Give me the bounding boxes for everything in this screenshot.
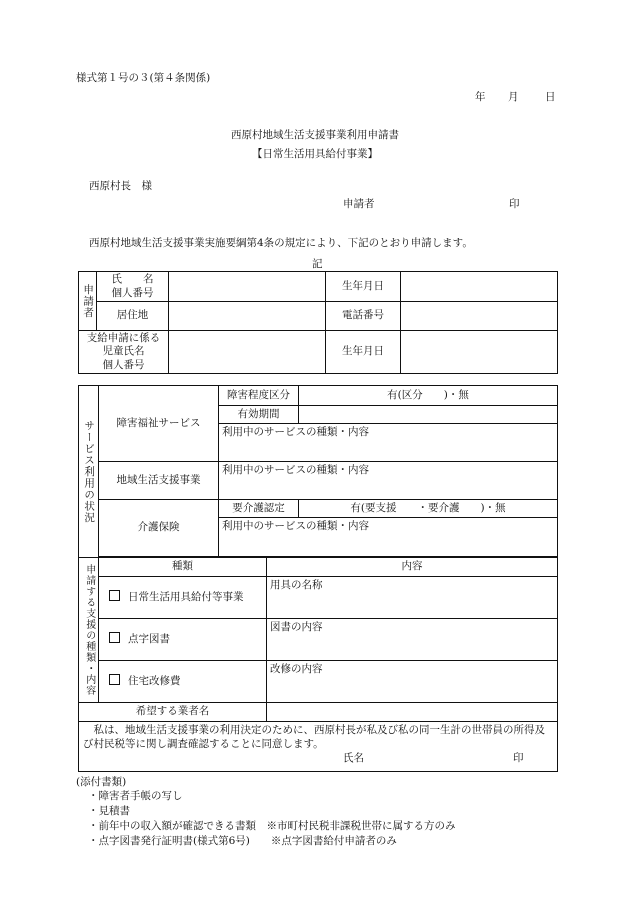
birthdate-label: 生年月日 — [326, 272, 401, 302]
equipment-name-field[interactable]: 用具の名称 — [267, 577, 558, 619]
child-label: 支給申請に係る 児童氏名 個人番号 — [79, 331, 169, 374]
disability-degree-label: 障害程度区分 — [219, 386, 299, 406]
date-year-label: 年 — [475, 91, 486, 103]
consent-name-label: 氏名 — [343, 752, 364, 765]
checkbox-braille[interactable] — [109, 632, 120, 643]
attachment-item: ・見積書 — [88, 805, 130, 817]
welfare-service-content[interactable]: 利用中のサービスの種類・内容 — [219, 424, 558, 462]
item-braille-books[interactable]: 点字図書 — [99, 619, 267, 661]
attachments-title: (添付書類) — [76, 776, 127, 788]
address-field[interactable] — [169, 302, 326, 331]
child-name-field[interactable] — [169, 331, 326, 374]
service-usage-vertical-label: サービス利用の状況 — [79, 386, 99, 558]
care-certification-label: 要介護認定 — [219, 500, 299, 518]
applicant-seal: 印 — [509, 198, 520, 210]
item-daily-living-equipment[interactable]: 日常生活用具給付等事業 — [99, 577, 267, 619]
form-title: 西原村地域生活支援事業利用申請書 — [231, 129, 399, 141]
item-housing-renovation[interactable]: 住宅改修費 — [99, 661, 267, 703]
attachment-item: ・障害者手帳の写し — [88, 790, 183, 802]
date-month-label: 月 — [508, 91, 519, 103]
applicant-vertical-label: 申請者 — [79, 272, 97, 331]
renovation-content-field[interactable]: 改修の内容 — [267, 661, 558, 703]
consent-text: 私は、地域生活支援事業の利用決定のために、西原村長が私及び私の同一生計の世帯員の所得及び村民税等に関し調査確認することに同意します。 — [83, 724, 545, 750]
child-birthdate-label: 生年月日 — [326, 331, 401, 374]
book-content-field[interactable]: 図書の内容 — [267, 619, 558, 661]
care-service-content[interactable]: 利用中のサービスの種類・内容 — [219, 518, 558, 557]
phone-label: 電話番号 — [326, 302, 401, 331]
checkbox-housing[interactable] — [109, 674, 120, 685]
content-header: 内容 — [267, 558, 558, 577]
valid-period-field[interactable] — [299, 406, 558, 424]
consent-box — [79, 722, 558, 772]
service-table — [78, 385, 558, 772]
disability-degree-value[interactable]: 有(区分 )・無 — [299, 386, 558, 406]
birthdate-field[interactable] — [401, 272, 558, 302]
valid-period-label: 有効期間 — [219, 406, 299, 424]
form-subtitle: 【日常生活用具給付事業】 — [252, 148, 378, 160]
community-support-label: 地域生活支援事業 — [99, 462, 219, 500]
vendor-field[interactable] — [267, 703, 558, 722]
addressee: 西原村長 様 — [89, 180, 152, 192]
applicant-label: 申請者 — [343, 198, 375, 210]
phone-field[interactable] — [401, 302, 558, 331]
ki-label: 記 — [312, 258, 323, 270]
type-header: 種類 — [99, 558, 267, 577]
care-certification-value[interactable]: 有(要支援 ・要介護 )・無 — [299, 500, 558, 518]
form-number: 様式第１号の３(第４条関係) — [76, 72, 211, 84]
attachment-item: ・前年中の収入額が確認できる書類 ※市町村民税非課税世帯に属する方のみ — [88, 820, 456, 832]
consent-seal: 印 — [513, 752, 524, 765]
attachment-item: ・点字図書発行証明書(様式第6号) ※点字図書給付申請者のみ — [88, 835, 397, 847]
applicant-table — [78, 271, 558, 374]
name-field[interactable] — [169, 272, 326, 302]
date-day-label: 日 — [545, 91, 556, 103]
child-birthdate-field[interactable] — [401, 331, 558, 374]
intro-text: 西原村地域生活支援事業実施要綱第4条の規定により、下記のとおり申請します。 — [89, 237, 473, 249]
name-mynumber-label: 氏 名 個人番号 — [97, 272, 169, 302]
welfare-service-label: 障害福祉サービス — [99, 386, 219, 462]
care-insurance-label: 介護保険 — [99, 500, 219, 557]
vendor-label: 希望する業者名 — [79, 703, 267, 722]
community-service-content[interactable]: 利用中のサービスの種類・内容 — [219, 462, 558, 500]
address-label: 居住地 — [97, 302, 169, 331]
checkbox-daily-living[interactable] — [109, 590, 120, 601]
request-vertical-label: 申請する支援の種類・内容 — [79, 558, 99, 703]
